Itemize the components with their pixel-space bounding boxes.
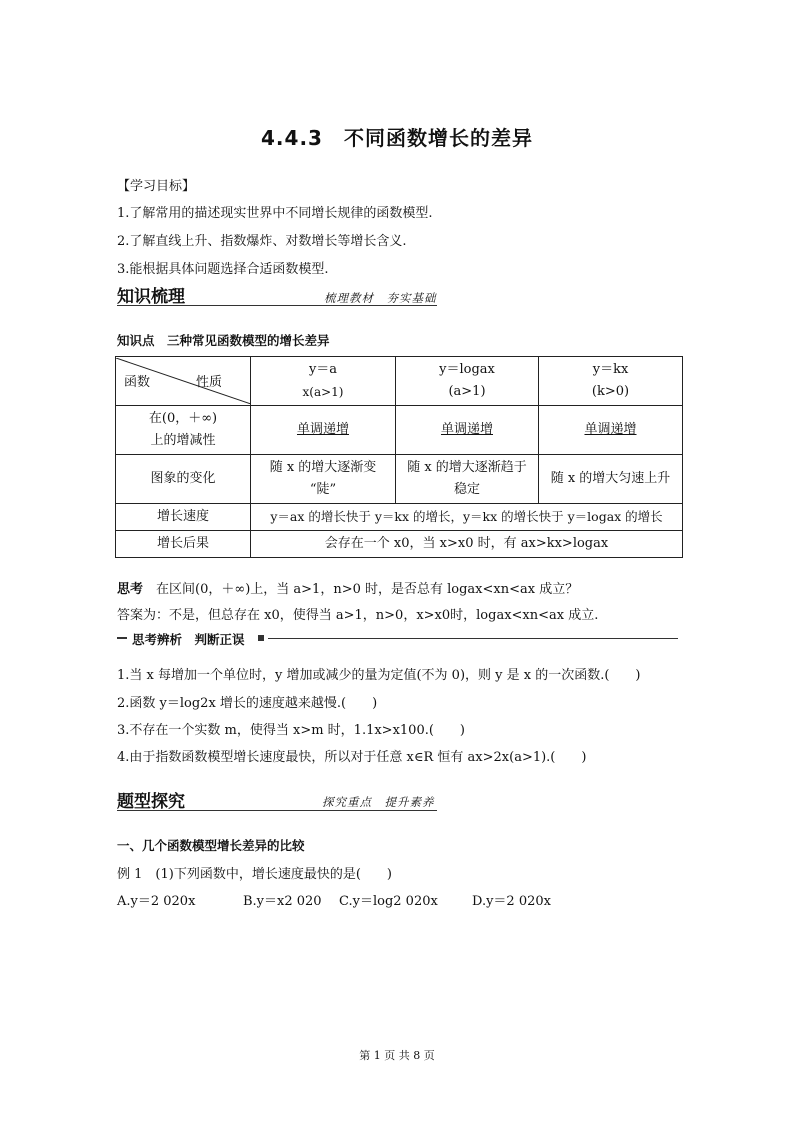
knowledge-point-heading: 知识点 三种常见函数模型的增长差异 xyxy=(117,333,330,348)
table-cell: 单调递增 xyxy=(251,406,396,455)
header-linear-line2: (k>0) xyxy=(591,384,630,399)
example-label: 例 1 xyxy=(117,867,143,882)
table-cell: 单调递增 xyxy=(396,406,539,455)
section-title: 题型探究 xyxy=(117,792,185,812)
table-cell: 单调递增 xyxy=(539,406,683,455)
section-rule xyxy=(117,810,437,811)
table-row xyxy=(116,504,683,531)
cell-line: “陡” xyxy=(309,482,337,497)
header-log-line2: (a>1) xyxy=(448,384,486,399)
header-linear-line1: y＝kx xyxy=(592,362,629,377)
band-marker xyxy=(258,635,264,641)
option-a: A.y＝2 020x xyxy=(117,894,196,909)
header-exp xyxy=(251,357,396,406)
objectives-heading: 【学习目标】 xyxy=(117,179,196,194)
diagonal-header-cell xyxy=(116,357,251,406)
row-label: 图象的变化 xyxy=(116,455,251,504)
think-question xyxy=(117,578,578,597)
page-footer: 第 1 页 共 8 页 xyxy=(359,1049,435,1062)
cell-line: 稳定 xyxy=(453,482,480,497)
page-title: 4.4.3 不同函数增长的差异 xyxy=(261,126,533,150)
think-text: 在区间(0，＋∞)上，当 a>1，n>0 时，是否总有 logax<xn<ax 成立？ xyxy=(156,582,579,597)
table-row xyxy=(116,455,683,504)
option-d: D.y＝2 020x xyxy=(472,894,551,909)
example-text: (1)下列函数中，增长速度最快的是( ) xyxy=(155,867,392,882)
band-marker xyxy=(117,637,127,639)
row-label: 增长后果 xyxy=(116,531,251,558)
think-label: 思考 xyxy=(117,582,144,597)
row-label-line1: 在(0，＋∞) xyxy=(148,411,218,426)
cell-line: 随 x 的增大逐渐趋于 xyxy=(407,460,527,475)
section-subtitle: 探究重点 提升素养 xyxy=(322,795,435,809)
row-label-line2: 上的增减性 xyxy=(150,433,216,448)
table-cell xyxy=(396,455,539,504)
table-cell: 会存在一个 x0，当 x>x0 时，有 ax>kx>logax xyxy=(251,531,683,558)
header-exp-line1: y＝a xyxy=(308,362,338,377)
think-answer: 答案为：不是，但总存在 x0，使得当 a>1，n>0，x>x0时，logax<xn<ax 成立. xyxy=(117,608,599,623)
cell-line: 随 x 的增大逐渐变 xyxy=(269,460,377,475)
section-title: 知识梳理 xyxy=(117,287,185,307)
judge-item: 2.函数 y＝log2x 增长的速度越来越慢.( ) xyxy=(117,696,378,711)
objective-item: 3.能根据具体问题选择合适函数模型. xyxy=(117,262,329,277)
comparison-table xyxy=(115,356,683,558)
judge-item: 4.由于指数函数模型增长速度最快，所以对于任意 x∈R 恒有 ax>2x(a>1).( ) xyxy=(117,750,587,765)
topic-heading: 一、几个函数模型增长差异的比较 xyxy=(117,838,305,853)
judge-item: 3.不存在一个实数 m，使得当 x>m 时，1.1x>x100.( ) xyxy=(117,723,465,738)
table-cell: 随 x 的增大匀速上升 xyxy=(539,455,683,504)
header-log-line1: y＝logax xyxy=(439,362,495,377)
header-function-label: 函数 xyxy=(124,375,151,390)
option-c: C.y＝log2 020x xyxy=(339,894,438,909)
judge-item: 1.当 x 每增加一个单位时，y 增加或减少的量为定值(不为 0)，则 y 是 x 的一次函数.( ) xyxy=(117,668,641,683)
table-cell: y＝ax 的增长快于 y＝kx 的增长，y＝kx 的增长快于 y＝logax 的增长 xyxy=(251,504,683,531)
row-label xyxy=(116,406,251,455)
table-header-row xyxy=(116,357,683,406)
example-question xyxy=(117,863,392,882)
objective-item: 1.了解常用的描述现实世界中不同增长规律的函数模型. xyxy=(117,206,433,221)
judge-rule xyxy=(268,638,678,639)
header-property-label: 性质 xyxy=(196,375,223,390)
option-b: B.y＝x2 020 xyxy=(243,894,322,909)
header-linear xyxy=(539,357,683,406)
header-log xyxy=(396,357,539,406)
table-row xyxy=(116,531,683,558)
judge-heading: 思考辨析 判断正误 xyxy=(132,632,245,647)
objective-item: 2.了解直线上升、指数爆炸、对数增长等增长含义. xyxy=(117,234,407,249)
table-row xyxy=(116,406,683,455)
row-label: 增长速度 xyxy=(116,504,251,531)
table-cell xyxy=(251,455,396,504)
header-exp-line2: x(a>1) xyxy=(302,385,344,399)
section-subtitle: 梳理教材 夯实基础 xyxy=(324,291,437,305)
